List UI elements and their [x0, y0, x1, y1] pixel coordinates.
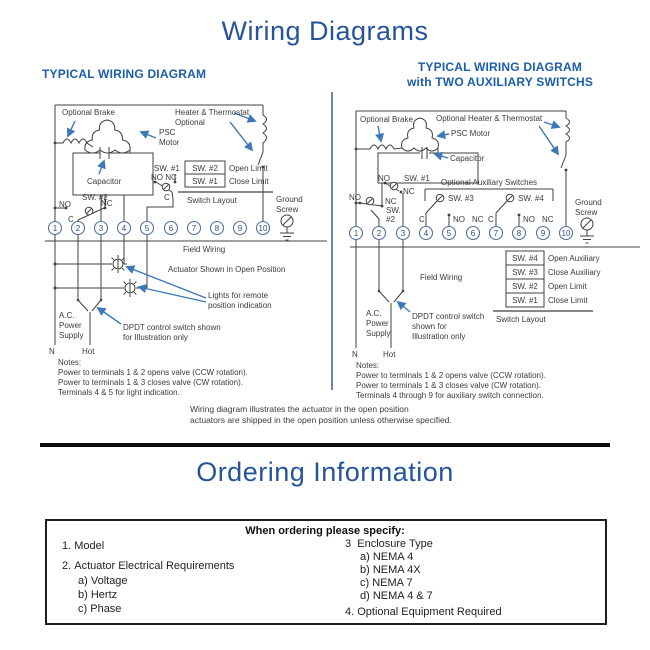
ordering-item-2b: b) Hertz [78, 589, 118, 601]
ordering-item-3d: d) NEMA 4 & 7 [360, 590, 433, 602]
optional-heater-label: Optional Heater & Thermostat [436, 114, 543, 123]
left-note-0: Notes: [58, 358, 82, 367]
sw3-no-label: NO [453, 215, 465, 224]
terminal-5: 5 [446, 229, 452, 238]
right-terminal-strip [350, 227, 573, 240]
terminal-6: 6 [470, 229, 476, 238]
sw4-nc-label: NC [542, 215, 554, 224]
layout-row1-fn: Open Limit [229, 164, 268, 173]
close-lamp-icon [121, 279, 139, 297]
ordering-item-1: 1. Model [62, 540, 105, 552]
right-note-0: Notes: [356, 361, 380, 370]
shipping-caption-line2: actuators are shipped in the open position unless otherwise specified. [190, 415, 452, 425]
layout-row2-sw: SW. #3 [512, 268, 538, 277]
ordering-item-2a: a) Voltage [78, 575, 128, 587]
ac-label-2: Power [59, 321, 82, 330]
dpdt-label-1: DPDT control switch [412, 312, 485, 321]
layout-row3-fn: Open Limit [548, 282, 587, 291]
shipping-caption [190, 404, 452, 426]
sw2-no-label: NO [349, 193, 361, 202]
dpdt-arrow [98, 308, 121, 324]
ordering-title: Ordering Information [196, 457, 454, 487]
sw4-c-label: C [488, 215, 494, 224]
ordering-item-3a: a) NEMA 4 [360, 551, 414, 563]
ground-label-1: Ground [276, 195, 303, 204]
optional-brake-label: Optional Brake [360, 115, 413, 124]
heater-arrow-1 [544, 122, 559, 127]
left-notes [58, 358, 248, 397]
layout-row4-sw: SW. #1 [512, 296, 538, 305]
terminal-6: 6 [168, 224, 174, 233]
ground-label-2: Screw [575, 208, 598, 217]
ground-label-2: Screw [276, 205, 299, 214]
right-heading-line2: with TWO AUXILIARY SWITCHS [406, 75, 594, 89]
right-notes [356, 361, 546, 400]
layout-row4-fn: Close Limit [548, 296, 588, 305]
left-note-2: Power to terminals 1 & 3 closes valve (CW rotation). [58, 378, 243, 387]
ground-label-1: Ground [575, 198, 602, 207]
sw2-c-label: C [68, 215, 74, 224]
ac-label-2: Power [366, 319, 389, 328]
dpdt-arrow [398, 302, 410, 312]
ac-label-1: A.C. [59, 311, 75, 320]
sw1-no-label: NO [378, 174, 390, 183]
ground-symbol [580, 230, 594, 243]
aux-switches-label: Optional Auxiliary Switches [440, 178, 538, 187]
sw3-nc-label: NC [472, 215, 484, 224]
page-title: Wiring Diagrams [221, 16, 429, 46]
dpdt-label-2: for Illustration only [123, 333, 188, 342]
actuator-position-note: Actuator Shown in Open Position [168, 265, 286, 274]
neutral-label: N [49, 347, 55, 356]
dpdt-label-3: Illustration only [412, 332, 466, 341]
left-note-1: Power to terminals 1 & 2 opens valve (CCW rotation). [58, 368, 248, 377]
ac-label-1: A.C. [366, 309, 382, 318]
sw2-nc-label: NC [385, 197, 397, 206]
sw2-label: SW. #2 [82, 193, 108, 202]
ordering-box-heading: When ordering please specify: [245, 525, 405, 537]
ac-label-3: Supply [366, 329, 391, 338]
optional-brake-label: Optional Brake [62, 108, 115, 117]
ordering-item-2c: c) Phase [78, 603, 122, 615]
layout-row1-fn: Open Auxiliary [548, 254, 600, 263]
dpdt-label-1: DPDT control switch shown [123, 323, 221, 332]
sw2-sw-label: SW. [386, 206, 401, 215]
layout-row2-fn: Close Limit [229, 177, 269, 186]
layout-row1-sw: SW. #2 [192, 164, 218, 173]
sw4-label: SW. #4 [518, 194, 544, 203]
capacitor-arrow [99, 161, 104, 174]
field-wiring-label: Field Wiring [183, 245, 226, 254]
hot-label: Hot [82, 347, 95, 356]
terminal-2: 2 [376, 229, 382, 238]
sw1-contacts-label: NO NC [151, 173, 177, 182]
ordering-item-4: 4. Optional Equipment Required [345, 606, 502, 618]
terminal-1: 1 [353, 229, 359, 238]
sw1-label: SW. #1 [404, 174, 430, 183]
capacitor-label: Capacitor [87, 177, 122, 186]
psc-arrow [141, 132, 156, 138]
dpdt-label-2: shown for [412, 322, 447, 331]
left-wiring-diagram [35, 95, 345, 400]
terminal-5: 5 [144, 224, 150, 233]
left-diagram-heading: TYPICAL WIRING DIAGRAM [42, 67, 207, 81]
right-note-3: Terminals 4 through 9 for auxiliary switch connection. [356, 391, 544, 400]
right-switch-layout-table [493, 251, 600, 324]
layout-row3-sw: SW. #2 [512, 282, 538, 291]
sw1-nc-label: NC [403, 187, 415, 196]
right-wiring-diagram [348, 103, 648, 408]
field-wiring-label: Field Wiring [420, 273, 463, 282]
sw1-label: SW. #1 [154, 164, 180, 173]
sw4-no-label: NO [523, 215, 535, 224]
heater-arrow-2 [230, 122, 252, 150]
terminal-4: 4 [121, 224, 127, 233]
ordering-item-3c: c) NEMA 7 [360, 577, 413, 589]
heater-label-1: Heater & Thermostat [175, 108, 250, 117]
inner-box [73, 153, 153, 195]
terminal-9: 9 [540, 229, 546, 238]
left-terminal-strip [49, 222, 270, 235]
terminal-8: 8 [214, 224, 220, 233]
neutral-label: N [352, 350, 358, 359]
layout-row2-fn: Close Auxiliary [548, 268, 601, 277]
sw3-c-label: C [419, 215, 425, 224]
layout-row1-sw: SW. #4 [512, 254, 538, 263]
terminal-2: 2 [75, 224, 81, 233]
section-divider-rule [40, 443, 610, 447]
terminal-3: 3 [400, 229, 406, 238]
switch-layout-caption: Switch Layout [496, 315, 546, 324]
terminal-10: 10 [258, 224, 268, 233]
terminal-7: 7 [191, 224, 197, 233]
brake-arrow [378, 126, 381, 141]
ordering-item-3: 3 Enclosure Type [345, 538, 433, 550]
sw2-no-label: NO [59, 200, 71, 209]
terminal-10: 10 [561, 229, 571, 238]
lights-label-2: position indication [208, 301, 272, 310]
heater-label-2: Optional [175, 118, 205, 127]
terminal-3: 3 [98, 224, 104, 233]
psc-arrow [438, 134, 449, 136]
shipping-caption-line1: Wiring diagram illustrates the actuator in the open position [190, 404, 409, 414]
psc-label-1: PSC [159, 128, 176, 137]
psc-motor-symbol [85, 120, 130, 153]
layout-row2-sw: SW. #1 [192, 177, 218, 186]
left-switch-layout-table [178, 161, 273, 205]
hot-label: Hot [383, 350, 396, 359]
terminal-1: 1 [52, 224, 58, 233]
ordering-item-2: 2. Actuator Electrical Requirements [62, 560, 235, 572]
terminal-7: 7 [493, 229, 499, 238]
sw2-num-label: #2 [386, 215, 395, 224]
sw2-nc-label: NC [101, 199, 113, 208]
ground-symbol [280, 227, 294, 240]
right-heading-line1: TYPICAL WIRING DIAGRAM [417, 60, 583, 74]
right-diagram-heading [352, 60, 648, 90]
terminal-9: 9 [237, 224, 243, 233]
psc-label-2: Motor [159, 138, 180, 147]
right-note-1: Power to terminals 1 & 2 opens valve (CCW rotation). [356, 371, 546, 380]
left-note-3: Terminals 4 & 5 for light indication. [58, 388, 180, 397]
lights-label-1: Lights for remote [208, 291, 269, 300]
switch-layout-caption: Switch Layout [187, 196, 237, 205]
capacitor-label: Capacitor [450, 154, 485, 163]
sw1-c-label: C [164, 193, 170, 202]
right-note-2: Power to terminals 1 & 3 closes valve (CW rotation). [356, 381, 541, 390]
ordering-item-3b: b) NEMA 4X [360, 564, 421, 576]
ac-label-3: Supply [59, 331, 84, 340]
terminal-4: 4 [423, 229, 429, 238]
brake-arrow [68, 121, 75, 136]
psc-label: PSC Motor [451, 129, 491, 138]
open-lamp-icon [109, 255, 127, 273]
heater-arrow-2 [539, 126, 558, 154]
sw3-label: SW. #3 [448, 194, 474, 203]
left-wiring-lines [45, 105, 327, 345]
terminal-8: 8 [516, 229, 522, 238]
capacitor-arrow [435, 154, 448, 158]
